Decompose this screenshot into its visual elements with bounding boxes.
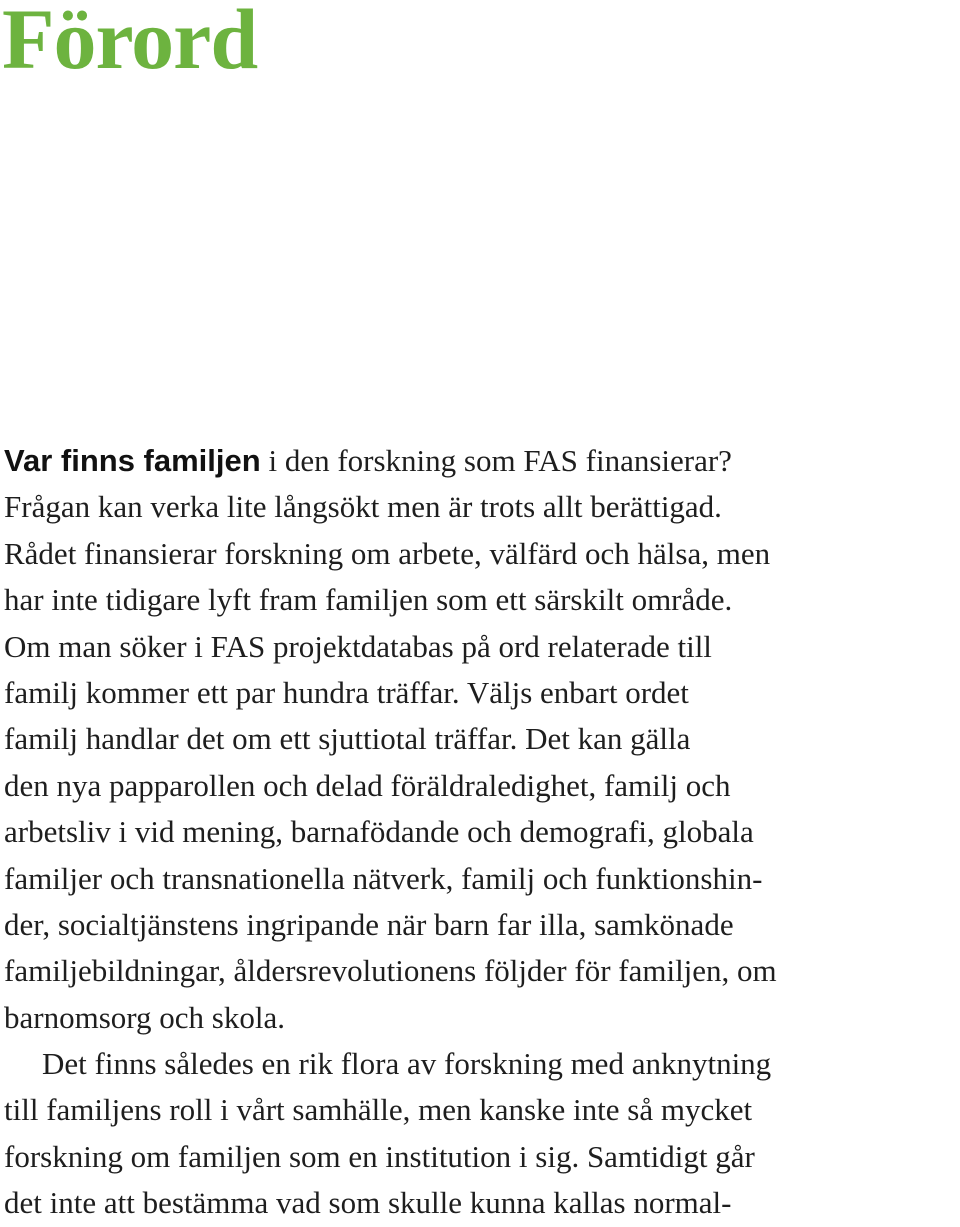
body-text — [4, 438, 960, 1227]
text-line-6: familj kommer ett par hundra träffar. Väljs enbart ordet — [4, 674, 689, 710]
text-line-9: arbetsliv i vid mening, barnafödande och demografi, globala — [4, 814, 754, 850]
text-line-4: har inte tidigare lyft fram familjen som ett särskilt område. — [4, 582, 733, 618]
text-line-11: der, socialtjänstens ingripande när barn far illa, samkönade — [4, 906, 734, 942]
text-line-14: Det finns således en rik flora av forskning med anknytning — [42, 1046, 772, 1082]
text-line-8: den nya papparollen och delad föräldraledighet, familj och — [4, 767, 731, 803]
page-title: Förord — [2, 0, 258, 87]
text-line-2: Frågan kan verka lite långsökt men är trots allt berättigad. — [4, 489, 722, 525]
text-line-10: familjer och transnationella nätverk, familj och funktionshin- — [4, 860, 763, 896]
text-line-12: familjebildningar, åldersrevolutionens följder för familjen, om — [4, 953, 777, 989]
lead-phrase: Var finns familjen — [4, 443, 261, 478]
text-line-7: familj handlar det om ett sjuttiotal träffar. Det kan gälla — [4, 721, 691, 757]
text-line-3: Rådet finansierar forskning om arbete, välfärd och hälsa, men — [4, 535, 771, 571]
text-line-1 — [4, 438, 960, 484]
text-line-17: det inte att bestämma vad som skulle kunna kallas normal- — [4, 1185, 732, 1221]
text-line-16: forskning om familjen som en institution i sig. Samtidigt går — [4, 1138, 755, 1174]
text-line-1-rest: i den forskning som FAS finansierar? — [260, 443, 732, 478]
text-line-5: Om man söker i FAS projektdatabas på ord relaterade till — [4, 628, 712, 664]
text-line-15: till familjens roll i vårt samhälle, men kanske inte så mycket — [4, 1092, 753, 1128]
text-line-13: barnomsorg och skola. — [4, 999, 285, 1035]
